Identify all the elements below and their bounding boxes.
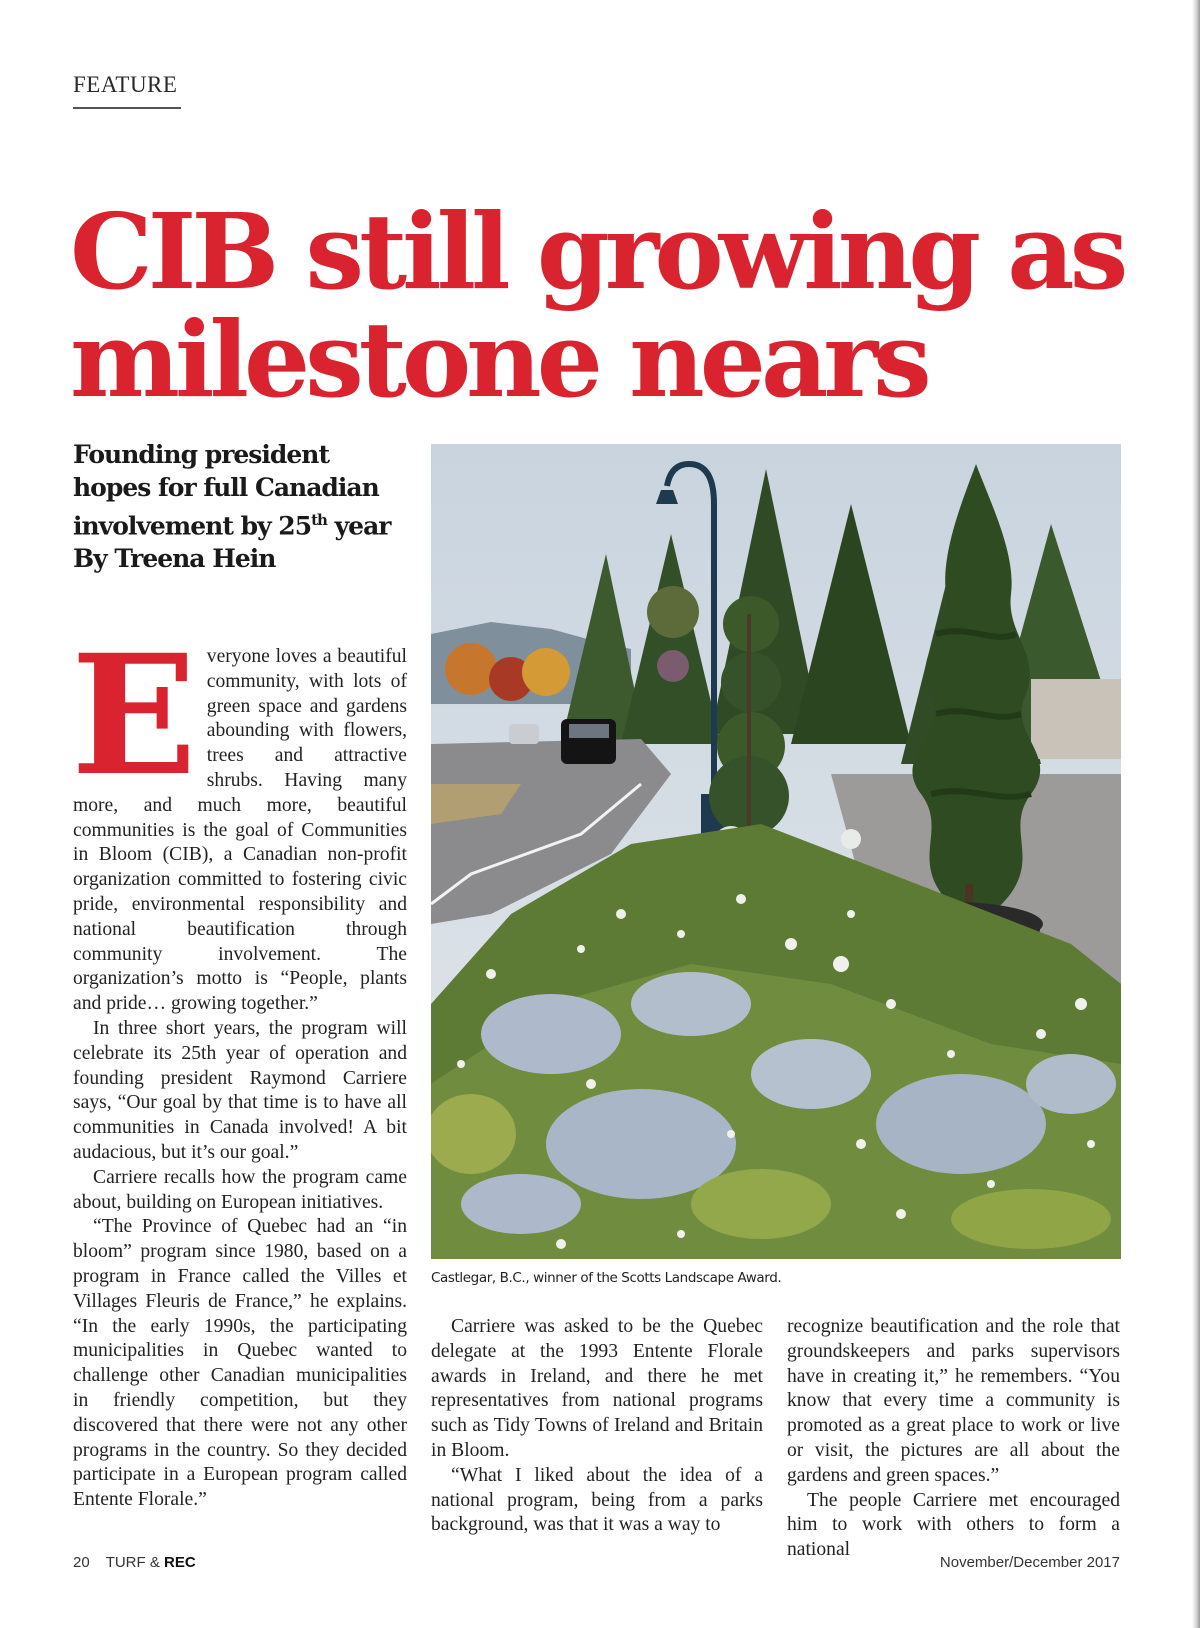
byline: By Treena Hein xyxy=(73,544,276,574)
deck-text-end: year xyxy=(326,511,391,541)
magazine-name-prefix: TURF & xyxy=(105,1554,165,1571)
article-paragraph: recognize beautification and the role that groundskeepers and parks supervisors have in creating it,” he remembers. “You know that every time a community is promoted as a great place to work or live or visit, the pictures are all about the gardens and green spaces.” xyxy=(787,1316,1120,1486)
article-column-2 xyxy=(431,1315,763,1538)
photo-caption: Castlegar, B.C., winner of the Scotts Landscape Award. xyxy=(431,1270,782,1286)
drop-cap: E xyxy=(71,618,193,812)
article-photo xyxy=(431,444,1121,1259)
footer-folio xyxy=(73,1554,196,1571)
page-number: 20 xyxy=(73,1554,90,1571)
magazine-name-suffix: REC xyxy=(164,1554,196,1571)
streetscape-illustration xyxy=(431,444,1121,1259)
headline: CIB still growing as milestone nears xyxy=(70,190,1124,421)
issue-date: November/December 2017 xyxy=(939,1554,1120,1571)
deck-text: Founding president hopes for full Canadian involvement by 25 xyxy=(73,440,379,541)
deck xyxy=(73,438,413,575)
article-paragraph: In three short years, the program will celebrate its 25th year of operation and founding president Raymond Carriere says, “Our goal by that time is to have all communities in Canada involved! A bit audacious, but it’s our goal.” xyxy=(73,1017,407,1163)
article-column-3 xyxy=(787,1315,1120,1563)
section-rule xyxy=(73,107,181,109)
article-paragraph: “The Province of Quebec had an “in bloom” program since 1980, based on a program in France called the Villes et Villages Fleuris de France,” he explains. “In the early 1990s, the participating municipalities in Quebec wanted to challenge other Canadian municipalities in friendly competition, but they discovered that there were not any other programs in the country. So they decided participate in a European program called Entente Florale.” xyxy=(73,1216,407,1511)
article-paragraph: Carriere was asked to be the Quebec delegate at the 1993 Entente Florale awards in Ireland, and there he met representatives from national programs such as Tidy Towns of Ireland and Britain in Bloom. xyxy=(431,1316,763,1461)
page-edge-shadow xyxy=(1192,0,1200,1628)
section-label: FEATURE xyxy=(73,72,178,97)
article-column-1 xyxy=(71,618,407,1513)
article-paragraph: Carriere recalls how the program came about, building on European initiatives. xyxy=(73,1166,407,1213)
article-paragraph: “What I liked about the idea of a national program, being from a parks background, was that it was a way to xyxy=(431,1464,763,1536)
deck-superscript: th xyxy=(311,511,327,529)
article-paragraph: The people Carriere met encouraged him to work with others to form a national xyxy=(787,1489,1120,1561)
article-paragraph: veryone loves a beautiful community, with lots of green space and gardens abounding with flowers, trees and attractive shrubs. Having many more, and much more, beautiful communities is the goal of Communities in Bloom (CIB), a Canadian non-profit organization committed to fostering civic pride, environmental responsibility and national beautification through community involvement. The organization’s motto is “People, plants and pride… growing together.” xyxy=(73,646,407,1015)
